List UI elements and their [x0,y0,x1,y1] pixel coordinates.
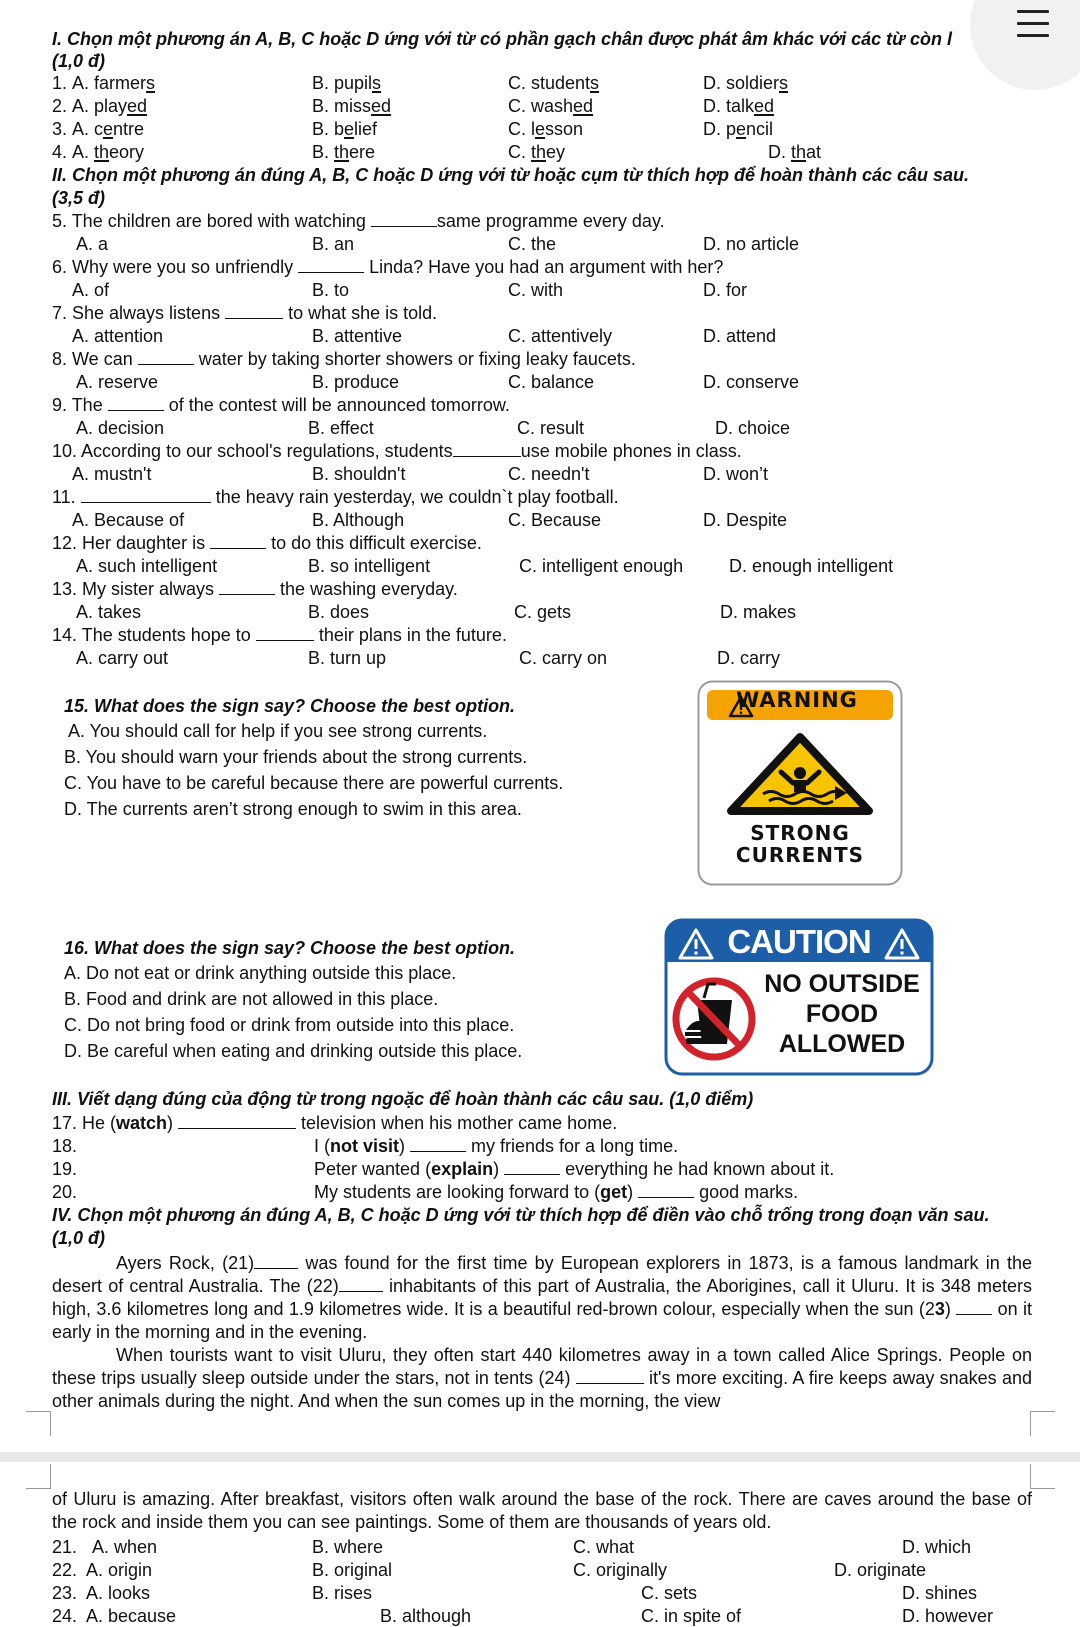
option-a: A. attention [72,326,164,346]
option-c: C. washed [508,96,594,116]
option-b: B. shouldn't [312,464,406,484]
option-a: A. a [76,234,109,254]
section2-title: II. Chọn một phương án đúng A, B, C hoặc D ứng với từ hoặc cụm từ thích hợp để hoàn thành các câu sau. [52,165,970,185]
option-a: A. centre [72,119,145,139]
option-a: A. played [72,96,148,116]
q20-number: 20. [52,1182,78,1202]
section1-title: I. Chọn một phương án A, B, C hoặc D ứng với từ có phần gạch chân được phát âm khác với các từ còn l [52,29,953,49]
section2-points: (3,5 đ) [52,188,106,208]
question-stem: 14. The students hope to their plans in the future. [52,625,507,645]
option-d: D. that [768,142,822,162]
option-d: D. no article [703,234,800,254]
option-a: A. Because of [72,510,185,530]
option-b: B. effect [308,418,374,438]
option-a: A. reserve [76,372,159,392]
option-a: A. origin [86,1560,153,1580]
q18-number: 18. [52,1136,78,1156]
page-corner-mark [26,1464,51,1489]
option-d: D. attend [703,326,777,346]
no-outside-food-caution-sign [664,918,934,1076]
question-stem: 11. the heavy rain yesterday, we couldn`t play football. [52,487,619,507]
no-food-icon [676,981,752,1057]
section4-title: IV. Chọn một phương án đúng A, B, C hoặc D ứng với từ thích hợp để điền vào chỗ trống trong đoạn văn sau. [52,1205,990,1225]
option-b: B. so intelligent [308,556,431,576]
option-c: C. sets [641,1583,698,1603]
option-a: A. because [86,1606,177,1626]
option-b: B. there [312,142,376,162]
page-corner-mark [26,1411,51,1436]
q16-option-c: C. Do not bring food or drink from outside into this place. [64,1015,515,1035]
question-stem: 5. The children are bored with watching same programme every day. [52,211,665,231]
option-d: D. however [902,1606,994,1626]
question-number: 23. [52,1583,78,1603]
option-b: B. does [308,602,370,622]
reading-paragraph-2: When tourists want to visit Uluru, they often start 440 kilometres away in a town called Alice Springs. People on these trips usually sleep outside under the stars, not in tents (24) it's more exciting. A fire keeps away snakes and other animals during the night. And when the sun comes up in the morning, the view [52,1345,1032,1411]
option-b: B. produce [312,372,400,392]
q15-option-c: C. You have to be careful because there are powerful currents. [64,773,564,793]
option-a: A. such intelligent [76,556,218,576]
q19: Peter wanted (explain) everything he had known about it. [314,1159,835,1179]
option-c: C. intelligent enough [519,556,684,576]
q16-title: 16. What does the sign say? Choose the best option. [64,938,516,958]
q15-option-b: B. You should warn your friends about the strong currents. [64,747,528,767]
option-a: A. theory [72,142,145,162]
option-c: C. they [508,142,566,162]
option-b: B. missed [312,96,392,116]
option-d: D. originate [834,1560,927,1580]
option-a: A. of [72,280,110,300]
option-d: D. pencil [703,119,774,139]
section4-points: (1,0 đ) [52,1228,106,1248]
option-d: D. soldiers [703,73,789,93]
question-number: 3. [52,119,68,139]
option-a: A. farmers [72,73,156,93]
option-c: C. carry on [519,648,608,668]
option-d: D. choice [715,418,791,438]
option-b: B. an [312,234,355,254]
section1-points: (1,0 đ) [52,51,106,71]
option-b: B. turn up [308,648,387,668]
option-d: D. makes [720,602,797,622]
option-d: D. shines [902,1583,978,1603]
q17: 17. He (watch) television when his mother came home. [52,1113,618,1133]
option-d: D. enough intelligent [729,556,894,576]
warning-sign-line2: CURRENTS [735,843,865,867]
option-d: D. conserve [703,372,800,392]
option-b: B. original [312,1560,393,1580]
option-c: C. lesson [508,119,584,139]
option-b: B. attentive [312,326,403,346]
option-d: D. talked [703,96,775,116]
section3-title: III. Viết dạng đúng của động từ trong ngoặc để hoàn thành các câu sau. (1,0 điểm) [52,1089,754,1109]
option-b: B. pupils [312,73,382,93]
option-b: B. although [380,1606,472,1626]
q15-title: 15. What does the sign say? Choose the best option. [64,696,516,716]
caution-sign-header: CAUTION [727,923,871,960]
question-number: 22. [52,1560,78,1580]
question-number: 24. [52,1606,78,1626]
q16-option-b: B. Food and drink are not allowed in this place. [64,989,439,1009]
option-d: D. Despite [703,510,788,530]
option-c: C. Because [508,510,602,530]
question-stem: 8. We can water by taking shorter showers or fixing leaky faucets. [52,349,636,369]
warning-sign-header: WARNING [736,688,858,712]
question-number: 21. [52,1537,78,1557]
q16-option-a: A. Do not eat or drink anything outside this place. [64,963,457,983]
question-stem: 12. Her daughter is to do this difficult exercise. [52,533,482,553]
q20: My students are looking forward to (get) good marks. [314,1182,799,1202]
reading-paragraph-3: of Uluru is amazing. After breakfast, visitors often walk around the base of the rock. There are caves around the base of the rock and inside them you can see paintings. Some of them are thousands of years old. [52,1489,1032,1532]
option-c: C. with [508,280,564,300]
option-a: A. carry out [76,648,169,668]
page-separator [0,1452,1080,1462]
question-number: 4. [52,142,68,162]
option-c: C. balance [508,372,595,392]
caution-sign-line3: ALLOWED [778,1030,906,1058]
q19-number: 19. [52,1159,78,1179]
q18: I (not visit) my friends for a long time. [314,1136,679,1156]
q15-option-d: D. The currents aren’t strong enough to swim in this area. [64,799,522,819]
question-stem: 10. According to our school's regulations, students use mobile phones in class. [52,441,742,461]
option-b: B. Although [312,510,405,530]
option-c: C. in spite of [641,1606,742,1626]
question-stem: 9. The of the contest will be announced tomorrow. [52,395,510,415]
option-a: A. when [92,1537,158,1557]
question-number: 1. [52,73,68,93]
warning-sign-line1: STRONG [750,821,850,845]
option-c: C. students [508,73,600,93]
option-b: B. to [312,280,350,300]
question-stem: 13. My sister always the washing everyday. [52,579,458,599]
option-a: A. takes [76,602,142,622]
option-d: D. which [902,1537,972,1557]
option-c: C. needn't [508,464,590,484]
page-corner-mark [1030,1464,1055,1489]
page-corner-mark [1030,1411,1055,1436]
question-number: 2. [52,96,68,116]
caution-sign-line2: FOOD [805,1000,879,1028]
strong-currents-warning-sign [697,680,903,886]
option-c: C. result [517,418,585,438]
q16-option-d: D. Be careful when eating and drinking outside this place. [64,1041,523,1061]
option-a: A. decision [76,418,165,438]
option-c: C. attentively [508,326,613,346]
question-stem: 6. Why were you so unfriendly Linda? Have you had an argument with her? [52,257,724,277]
caution-sign-line1: NO OUTSIDE [764,970,920,998]
option-c: C. what [573,1537,635,1557]
option-a: A. looks [86,1583,151,1603]
option-a: A. mustn't [72,464,152,484]
option-d: D. carry [717,648,780,668]
option-d: D. won’t [703,464,769,484]
option-b: B. where [312,1537,384,1557]
option-b: B. rises [312,1583,373,1603]
menu-icon[interactable] [1017,10,1049,40]
option-b: B. belief [312,119,378,139]
reading-paragraph-1: Ayers Rock, (21) was found for the first time by European explorers in 1873, is a famous landmark in the desert of central Australia. The (22) inhabitants of this part of Australia, the Aborigines, call it Uluru. It is 348 meters high, 3.6 kilometres long and 1.9 kilometres wide. It is a beautiful red-brown colour, especially when the sun (23) on it early in the morning and in the evening. [52,1253,1032,1342]
option-c: C. originally [573,1560,668,1580]
question-stem: 7. She always listens to what she is told. [52,303,438,323]
option-c: C. gets [514,602,572,622]
option-c: C. the [508,234,557,254]
option-d: D. for [703,280,748,300]
q15-option-a: A. You should call for help if you see strong currents. [68,721,488,741]
